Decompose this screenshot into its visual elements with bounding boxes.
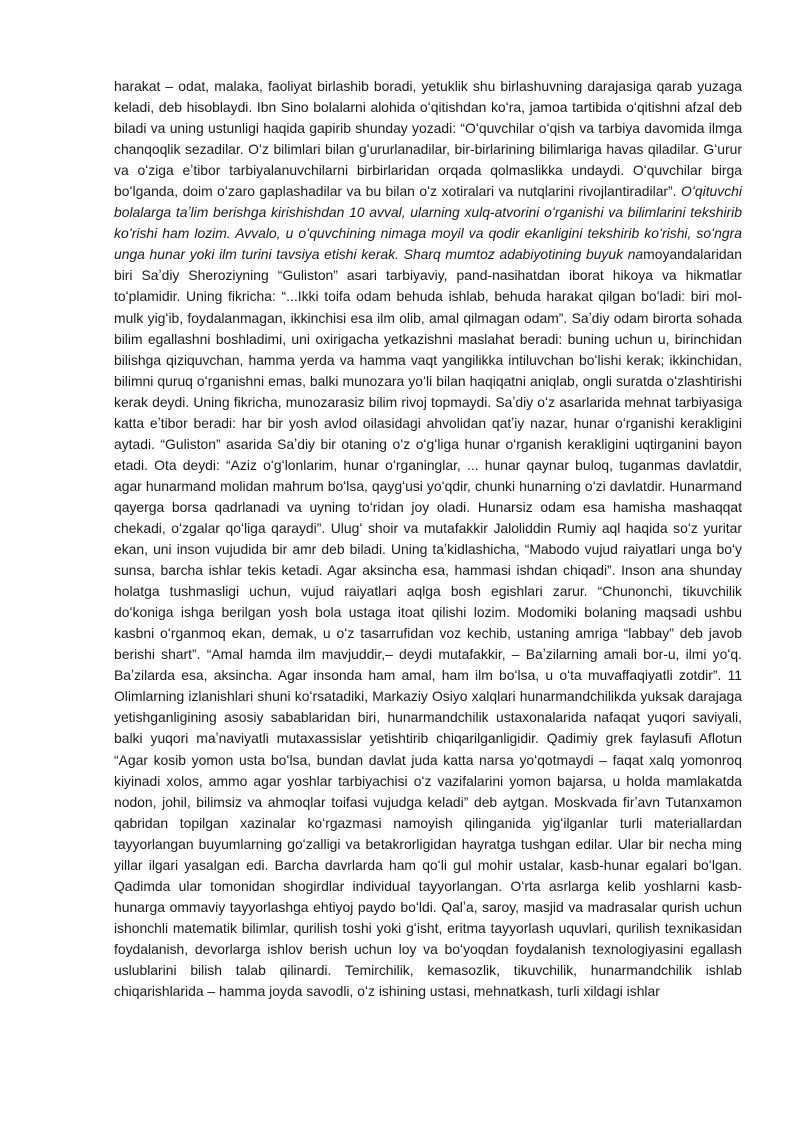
text-segment-normal: harakat – odat, malaka, faoliyat birlashib boradi, yetuklik shu birlashuvning darajasiga qarab yuzaga keladi, deb hisoblaydi. Ibn Sino bolalarni alohida oʻqitishdan koʻra, jamoa tartibida oʻqitishni afzal deb biladi va uning ustunligi haqida gapirib shunday yozadi: “Oʻquvchilar oʻqish va tarbiya davomida ilmga chanqoqlik sezadilar. Oʻz bilimlari bilan gʻururlanadilar, bir-birlarining bilimlariga havas qiladilar. Gʻurur va oʻziga eʼtibor tarbiyalanuvchilarni birbirlaridan orqada qolmaslikka undaydi. Oʻquvchilar birga boʻlganda, doim oʻzaro gaplashadilar va bu bilan oʻz xotiralari va nutqlarini rivojlantiradilar”.	[114, 78, 742, 200]
body-paragraph	[114, 76, 742, 1002]
text-segment-normal-continued: moyandalaridan biri Saʼdiy Sheroziyning “Guliston” asari tarbiyaviy, pand-nasihatdan iborat hikoya va hikmatlar toʻplamidir. Uning fikricha: “...Ikki toifa odam behuda ishlab, behuda harakat qilgan boʻladi: biri mol-mulk yigʻib, foydalanmagan, ikkinchisi esa ilm olib, amal qilmagan odam”. Saʼdiy odam birorta sohada bilim egallashni boshladimi, uni oxirigacha yetkazishni maslahat beradi: buning uchun u, birinchidan bilishga qiziquvchan, hamma yerda va hamma vaqt yangilikka intiluvchan boʻlishi kerak; ikkinchidan, bilimni quruq oʻrganishni emas, balki munozara yoʻli bilan haqiqatni aniqlab, ongli suratda oʻzlashtirishi kerak deydi. Uning fikricha, munozarasiz bilim rivoj topmaydi. Saʼdiy oʻz asarlarida mehnat tarbiyasiga katta eʼtibor beradi: har bir yosh avlod oilasidagi ahvolidan qatʼiy nazar, hunar oʻrganishi kerakligini aytadi. “Guliston” asarida Saʼdiy bir otaning oʻz oʻgʻliga hunar oʻrganish kerakligini uqtirganini bayon etadi. Ota deydi: “Aziz oʻgʻlonlarim, hunar oʻrganinglar, ... hunar qaynar buloq, tuganmas davlatdir, agar hunarmand molidan mahrum boʻlsa, qaygʻusi yoʻqdir, chunki hunarning oʻzi davlatdir. Hunarmand qayerga borsa qadrlanadi va uyning toʻridan joy oladi. Hunarsiz odam esa hamisha mashaqqat chekadi, oʻzgalar qoʻliga qaraydi”. Ulugʻ shoir va mutafakkir Jaloliddin Rumiy aql haqida soʻz yuritar ekan, uni inson vujudida bir amr deb biladi. Uning taʼkidlashicha, “Mabodo vujud raiyatlari unga boʻy sunsa, barcha ishlar tekis ketadi. Agar aksincha esa, hammasi ishdan chiqadi”. Inson ana shunday holatga tushmasligi uchun, vujud raiyatlari aqlga bosh egishlari zarur. “Chunonchi, tikuvchilik doʻkoniga ishga berilgan yosh bola ustaga itoat qilishi lozim. Modomiki bolaning maqsadi ushbu kasbni oʻrganmoq ekan, demak, u oʻz tasarrufidan voz kechib, ustaning amriga “labbay” deb javob berishi shart”. “Amal hamda ilm mavjuddir,– deydi mutafakkir, – Baʼzilarning amali bor-u, ilmi yoʻq. Baʼzilarda esa, aksincha. Agar insonda ham amal, ham ilm boʻlsa, u oʻta muvaffaqiyatli zotdir”. 11 Olimlarning izlanishlari shuni koʻrsatadiki, Markaziy Osiyo xalqlari hunarmandchilikda yuksak darajaga yetishganligining asosiy sabablaridan biri, hunarmandchilik ustaxonalarida nafaqat yuqori saviyali, balki yuqori maʼnaviyatli mutaxassislar yetishtirib chiqarilganligidir. Qadimiy grek faylasufi Aflotun “Agar kosib yomon usta boʻlsa, bundan davlat juda katta narsa yoʻqotmaydi – faqat xalq yomonroq kiyinadi xolos, ammo agar yoshlar tarbiyachisi oʻz vazifalarini yomon bajarsa, u holda mamlakatda nodon, johil, bilimsiz va ahmoqlar toifasi vujudga keladi” deb aytgan. Moskvada firʼavn Tutanxamon qabridan topilgan xazinalar koʻrgazmasi namoyish qilinganida yigʻilganlar turli materiallardan tayyorlangan buyumlarning goʻzalligi va betakrorligidan hayratga tushgan edilar. Ular bir necha ming yillar ilgari yasalgan edi. Barcha davrlarda ham qoʻli gul mohir ustalar, kasb-hunar egalari boʻlgan. Qadimda ular tomonidan shogirdlar individual tayyorlangan. Oʻrta asrlarga kelib yoshlarni kasb-hunarga ommaviy tayyorlashga ehtiyoj paydo boʻldi. Qalʼa, saroy, masjid va madrasalar qurish uchun ishonchli matematik bilimlar, qurilish toshi yoki gʻisht, eritma tayyorlash uquvlari, qurilish texnikasidan foydalanish, devorlarga ishlov berish uchun loy va boʻyoqdan foydalanish texnologiyasini egallash uslublarini bilish talab qilinardi. Temirchilik, kemasozlik, tikuvchilik, hunarmandchilik ishlab chiqarishlarida – hamma joyda savodli, oʻz ishining ustasi, mehnatkash, turli xildagi ishlar	[114, 246, 742, 1000]
text-segment-italic: Oʻqituvchi bolalarga taʼlim berishga kirishishdan 10 avval, ularning xulq-atvorini oʻrganishi va bilimlarini tekshirib koʻrishi ham lozim. Avvalo, u oʻquvchining nimaga moyil va qodir ekanligini tekshirib koʻrishi, soʻngra unga hunar yoki ilm turini tavsiya etishi kerak. Sharq mumtoz adabiyotining buyuk na	[114, 183, 742, 263]
document-page	[114, 76, 742, 1002]
